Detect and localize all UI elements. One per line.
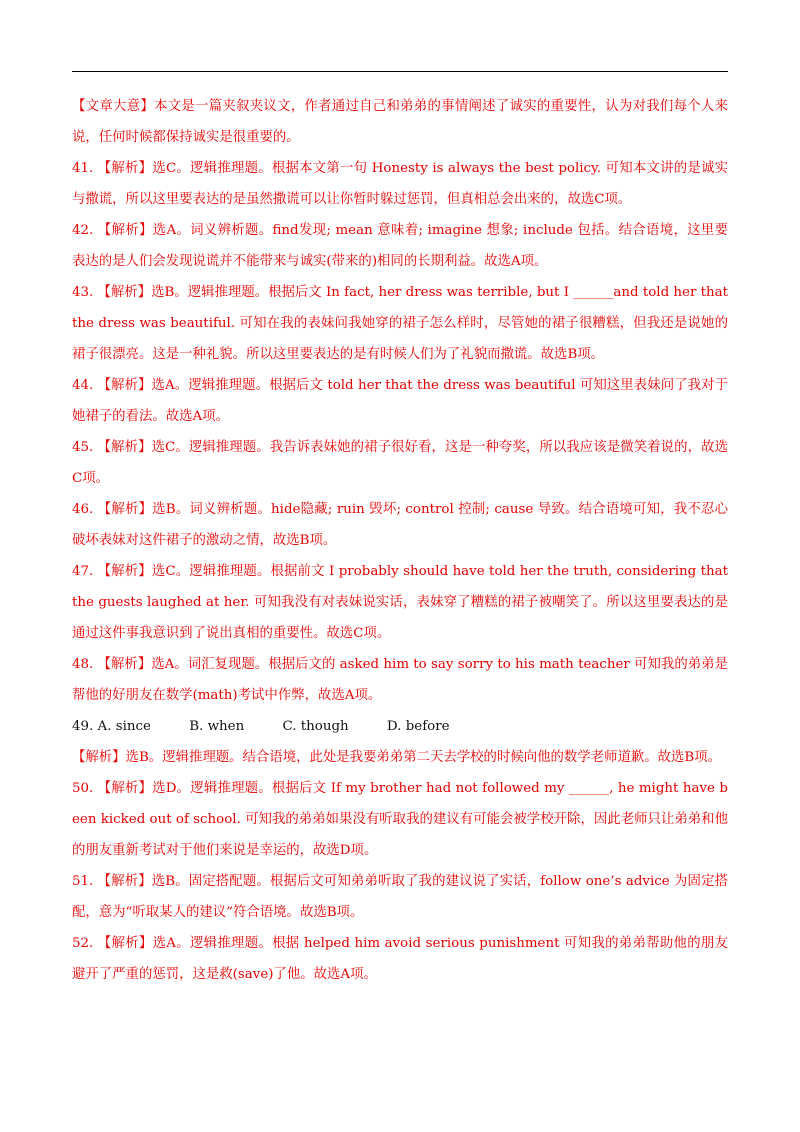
analysis-52: 52. 【解析】选A。逻辑推理题。根据 helped him avoid serious punishment 可知我的弟弟帮助他的朋友避开了严重的惩罚，这是救(save)了他。故选A项。 — [72, 936, 728, 982]
analysis-48: 48. 【解析】选A。词汇复现题。根据后文的 asked him to say sorry to his math teacher 可知我的弟弟是帮他的好朋友在数学(math)考试中作弊，故选A项。 — [72, 657, 728, 703]
analysis-42: 42. 【解析】选A。词义辨析题。find发现; mean 意味着; imagine 想象; include 包括。结合语境，这里要表达的是人们会发现说谎并不能带来与诚实(带来的)相同的长期利益。故选A项。 — [72, 223, 728, 269]
analysis-49: 【解析】选B。逻辑推理题。结合语境，此处是我要弟弟第二天去学校的时候向他的数学老师道歉。故选B项。 — [72, 750, 722, 765]
q49-option-c: C. though — [282, 719, 349, 734]
analysis-41: 41. 【解析】选C。逻辑推理题。根据本文第一句 Honesty is always the best policy. 可知本文讲的是诚实与撒谎，所以这里要表达的是虽然撒谎可以让你暂时躲过惩罚，但真相总会出来的，故选C项。 — [72, 161, 728, 207]
analysis-45: 45. 【解析】选C。逻辑推理题。我告诉表妹她的裙子很好看，这是一种夸奖，所以我应该是微笑着说的，故选C项。 — [72, 440, 728, 486]
analysis-47: 47. 【解析】选C。逻辑推理题。根据前文 I probably should have told her the truth, considering that the guests laughed at her. 可知我没有对表妹说实话，表妹穿了糟糕的裙子被嘲笑了。所以这里要表达的是通过这件事我意识到了说出真相的重要性。故选C项。 — [72, 564, 728, 641]
analysis-44: 44. 【解析】选A。逻辑推理题。根据后文 told her that the dress was beautiful 可知这里表妹问了我对于她裙子的看法。故选A项。 — [72, 378, 728, 424]
q49-option-d: D. before — [386, 719, 450, 734]
analysis-51: 51. 【解析】选B。固定搭配题。根据后文可知弟弟听取了我的建议说了实话，follow one’s advice 为固定搭配，意为“听取某人的建议”符合语境。故选B项。 — [72, 874, 728, 920]
analysis-50: 50. 【解析】选D。逻辑推理题。根据后文 If my brother had not followed my ______, he might have been kicked out of school. 可知我的弟弟如果没有听取我的建议有可能会被学校开除，因此老师只让弟弟和他的朋友重新考试对于他们来说是幸运的，故选D项。 — [72, 781, 728, 858]
q49-options — [72, 711, 728, 742]
q49-option-a: 49. A. since — [72, 719, 151, 734]
header-rule — [72, 71, 728, 72]
analysis-46: 46. 【解析】选B。词义辨析题。hide隐藏; ruin 毁坏; control 控制; cause 导致。结合语境可知，我不忍心破坏表妹对这件裙子的激动之情，故选B项。 — [72, 502, 728, 548]
article-summary: 【文章大意】本文是一篇夹叙夹议文，作者通过自己和弟弟的事情阐述了诚实的重要性，认为对我们每个人来说，任何时候都保持诚实是很重要的。 — [72, 99, 728, 145]
q49-option-b: B. when — [189, 719, 245, 734]
answer-key-content — [72, 91, 728, 990]
analysis-43: 43. 【解析】选B。逻辑推理题。根据后文 In fact, her dress was terrible, but I ______and told her that the dress was beautiful. 可知在我的表妹问我她穿的裙子怎么样时，尽管她的裙子很糟糕，但我还是说她的裙子很漂亮。这是一种礼貌。所以这里要表达的是有时候人们为了礼貌而撒谎。故选B项。 — [72, 285, 728, 362]
